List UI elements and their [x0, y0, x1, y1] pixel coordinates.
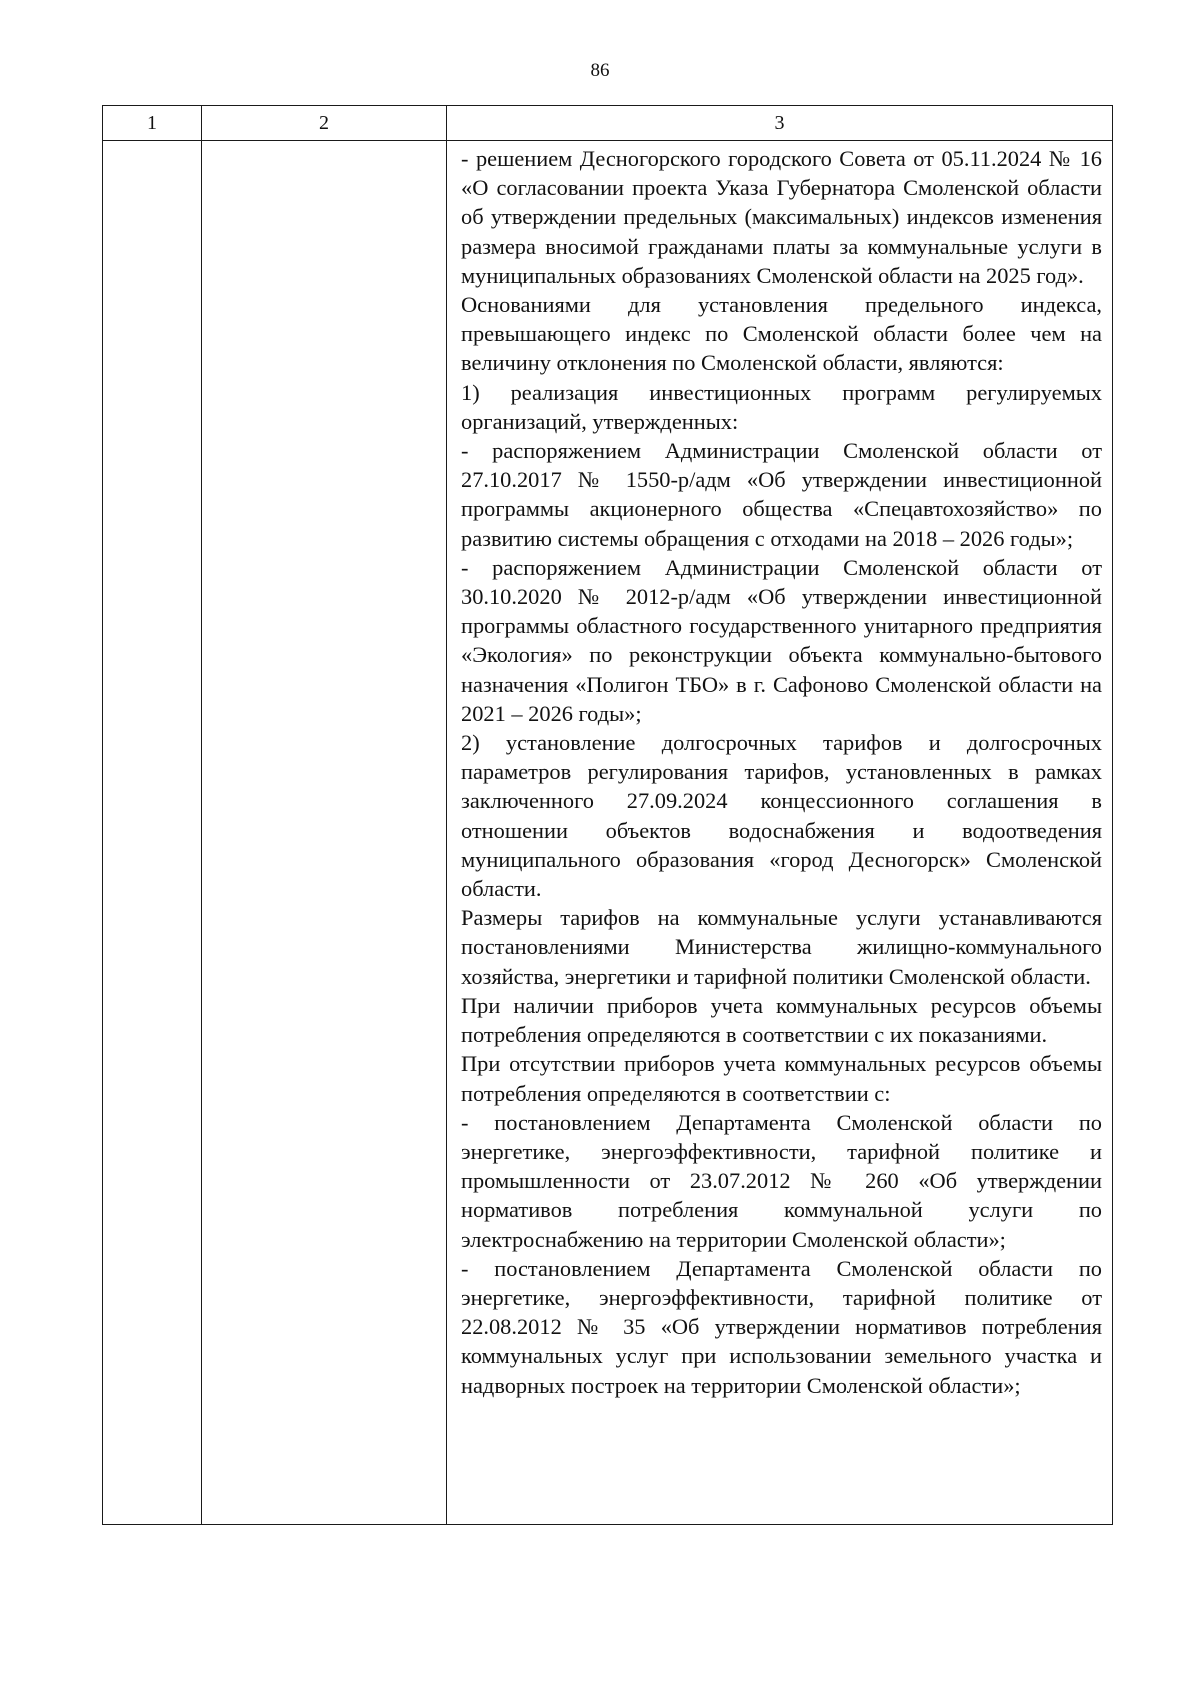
document-table: [102, 105, 1113, 1525]
cell-text-block: [447, 141, 1112, 1400]
paragraph-order-2017: - распоряжением Администрации Смоленской области от 27.10.2017 № 1550-р/адм «Об утверждении инвестиционной программы акционерного общества «Спецавтохозяйство» по развитию системы обращения с отходами на 2018 – 2026 годы»;: [461, 438, 1102, 551]
column-header-2: 2: [202, 106, 447, 141]
paragraph-item-2: 2) установление долгосрочных тарифов и долгосрочных параметров регулирования тарифов, установленных в рамках заключенного 27.09.2024 концессионного соглашения в отношении объектов водоснабжения и водоотведения муниципального образования «город Десногорск» Смоленской области.: [461, 730, 1102, 902]
table-row: [103, 141, 1113, 1525]
table-header-row: [103, 106, 1113, 141]
paragraph-meters-absent: При отсутствии приборов учета коммунальных ресурсов объемы потребления определяются в соответствии с:: [461, 1051, 1102, 1106]
column-header-1: 1: [103, 106, 202, 141]
paragraph-decision: - решением Десногорского городского Совета от 05.11.2024 № 16 «О согласовании проекта Указа Губернатора Смоленской области об утверждении предельных (максимальных) индексов изменения размера вносимой гражданами платы за коммунальные услуги в муниципальных образованиях Смоленской области на 2025 год».: [461, 146, 1102, 288]
cell-col-2: [202, 141, 447, 1525]
paragraph-meters-present: При наличии приборов учета коммунальных ресурсов объемы потребления определяются в соответствии с их показаниями.: [461, 992, 1102, 1048]
page-number: 86: [590, 60, 610, 81]
paragraph-tariffs: Размеры тарифов на коммунальные услуги устанавливаются постановлениями Министерства жилищно-коммунального хозяйства, энергетики и тарифной политики Смоленской области.: [461, 905, 1102, 989]
paragraph-item-1: 1) реализация инвестиционных программ регулируемых организаций, утвержденных:: [461, 379, 1102, 434]
paragraph-resolution-260: - постановлением Департамента Смоленской области по энергетике, энергоэффективности, тарифной политике и промышленности от 23.07.2012 № 260 «Об утверждении нормативов потребления коммунальной услуги по электроснабжению на территории Смоленской области»;: [461, 1109, 1102, 1252]
column-header-3: 3: [447, 106, 1113, 141]
paragraph-resolution-35: - постановлением Департамента Смоленской области по энергетике, энергоэффективности, тарифной политике от 22.08.2012 № 35 «Об утверждении нормативов потребления коммунальных услуг при использовании земельного участка и надворных построек на территории Смоленской области»;: [461, 1255, 1102, 1398]
cell-col-3: [447, 141, 1113, 1525]
paragraph-grounds: Основаниями для установления предельного индекса, превышающего индекс по Смоленской области более чем на величину отклонения по Смоленской области, являются:: [461, 292, 1102, 376]
paragraph-order-2020: - распоряжением Администрации Смоленской области от 30.10.2020 № 2012-р/адм «Об утверждении инвестиционной программы областного государственного унитарного предприятия «Экология» по реконструкции объекта коммунально-бытового назначения «Полигон ТБО» в г. Сафоново Смоленской области на 2021 – 2026 годы»;: [461, 554, 1102, 726]
cell-col-1: [103, 141, 202, 1525]
